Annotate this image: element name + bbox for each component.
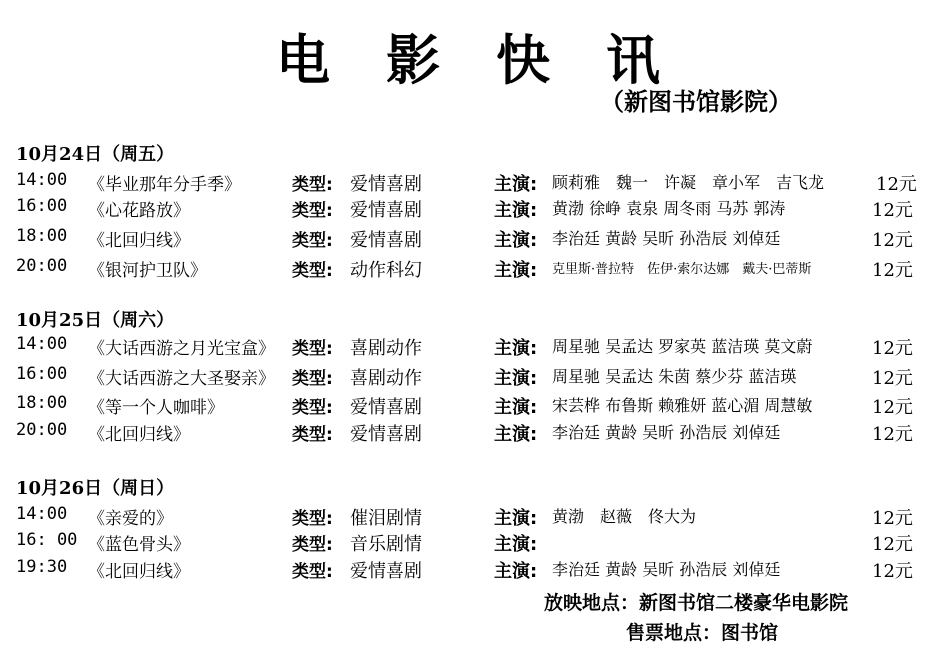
day-header: 10月25日（周六） bbox=[16, 310, 175, 331]
ticket-price: 12元 bbox=[872, 424, 913, 445]
movie-cast: 周星驰 吴孟达 朱茵 蔡少芬 蓝洁瑛 bbox=[552, 367, 797, 386]
cast-label: 主演: bbox=[494, 230, 538, 251]
ticket-price: 12元 bbox=[872, 561, 913, 582]
cast-label: 主演: bbox=[494, 368, 538, 389]
ticket-note: 售票地点：图书馆 bbox=[626, 622, 779, 644]
show-time: 16:00 bbox=[16, 364, 68, 384]
schedule-row bbox=[0, 196, 952, 226]
ticket-price: 12元 bbox=[872, 338, 913, 359]
schedule-row bbox=[0, 226, 952, 256]
ticket-price: 12元 bbox=[872, 508, 913, 529]
show-time: 16:00 bbox=[16, 196, 68, 216]
movie-genre: 喜剧动作 bbox=[350, 338, 422, 359]
cast-label: 主演: bbox=[494, 561, 538, 582]
type-label: 类型: bbox=[292, 509, 333, 529]
movie-cast: 克里斯·普拉特 佐伊·索尔达娜 戴夫·巴蒂斯 bbox=[552, 262, 812, 277]
ticket-price: 12元 bbox=[876, 174, 917, 195]
show-time: 20:00 bbox=[16, 256, 68, 276]
cast-label: 主演: bbox=[494, 174, 538, 195]
schedule-row bbox=[0, 334, 952, 364]
schedule-row bbox=[0, 256, 952, 286]
movie-title: 《北回归线》 bbox=[88, 231, 190, 251]
cast-label: 主演: bbox=[494, 260, 538, 281]
cast-label: 主演: bbox=[494, 508, 538, 529]
movie-title: 《心花路放》 bbox=[88, 201, 190, 221]
show-time: 14:00 bbox=[16, 334, 68, 354]
ticket-price: 12元 bbox=[872, 397, 913, 418]
movie-title: 《蓝色骨头》 bbox=[88, 535, 190, 555]
movie-cast: 李治廷 黄龄 吴昕 孙浩辰 刘倬廷 bbox=[552, 229, 781, 248]
ticket-price: 12元 bbox=[872, 230, 913, 251]
movie-cast: 李治廷 黄龄 吴昕 孙浩辰 刘倬廷 bbox=[552, 423, 781, 442]
page-subtitle: （新图书馆影院） bbox=[600, 88, 792, 116]
movie-cast: 宋芸桦 布鲁斯 赖雅妍 蓝心湄 周慧敏 bbox=[552, 396, 813, 415]
movie-genre: 爱情喜剧 bbox=[350, 230, 422, 251]
movie-cast: 周星驰 吴孟达 罗家英 蓝洁瑛 莫文蔚 bbox=[552, 337, 813, 356]
movie-genre: 喜剧动作 bbox=[350, 368, 422, 389]
page-title: 电影快讯 bbox=[276, 29, 716, 92]
movie-genre: 音乐剧情 bbox=[350, 534, 422, 555]
movie-title: 《亲爱的》 bbox=[88, 509, 173, 529]
show-time: 14:00 bbox=[16, 504, 68, 524]
schedule-row bbox=[0, 393, 952, 423]
ticket-price: 12元 bbox=[872, 260, 913, 281]
movie-cast: 李治廷 黄龄 吴昕 孙浩辰 刘倬廷 bbox=[552, 560, 781, 579]
type-label: 类型: bbox=[292, 369, 333, 389]
type-label: 类型: bbox=[292, 261, 333, 281]
movie-cast: 黄渤 赵薇 佟大为 bbox=[552, 507, 697, 526]
show-time: 18:00 bbox=[16, 393, 68, 413]
show-time: 14:00 bbox=[16, 170, 68, 190]
movie-title: 《等一个人咖啡》 bbox=[88, 398, 224, 418]
schedule-row bbox=[0, 364, 952, 394]
movie-genre: 爱情喜剧 bbox=[350, 200, 422, 221]
day-header: 10月26日（周日） bbox=[16, 478, 175, 499]
type-label: 类型: bbox=[292, 175, 333, 195]
movie-genre: 爱情喜剧 bbox=[350, 424, 422, 445]
type-label: 类型: bbox=[292, 339, 333, 359]
movie-genre: 爱情喜剧 bbox=[350, 561, 422, 582]
movie-cast: 顾莉雅 魏一 许凝 章小军 吉飞龙 bbox=[552, 173, 825, 192]
show-time: 16: 00 bbox=[16, 530, 78, 550]
movie-genre: 催泪剧情 bbox=[350, 508, 422, 529]
movie-genre: 爱情喜剧 bbox=[350, 174, 422, 195]
movie-title: 《大话西游之月光宝盒》 bbox=[88, 339, 275, 359]
cast-label: 主演: bbox=[494, 424, 538, 445]
movie-genre: 动作科幻 bbox=[350, 260, 422, 281]
schedule-row bbox=[0, 420, 952, 450]
type-label: 类型: bbox=[292, 535, 333, 555]
type-label: 类型: bbox=[292, 201, 333, 221]
type-label: 类型: bbox=[292, 231, 333, 251]
type-label: 类型: bbox=[292, 425, 333, 445]
ticket-price: 12元 bbox=[872, 534, 913, 555]
ticket-price: 12元 bbox=[872, 368, 913, 389]
movie-title: 《北回归线》 bbox=[88, 562, 190, 582]
type-label: 类型: bbox=[292, 398, 333, 418]
show-time: 20:00 bbox=[16, 420, 68, 440]
cast-label: 主演: bbox=[494, 338, 538, 359]
movie-title: 《毕业那年分手季》 bbox=[88, 175, 241, 195]
day-header: 10月24日（周五） bbox=[16, 144, 175, 165]
venue-note: 放映地点：新图书馆二楼豪华电影院 bbox=[544, 592, 849, 614]
movie-title: 《北回归线》 bbox=[88, 425, 190, 445]
movie-title: 《大话西游之大圣娶亲》 bbox=[88, 369, 275, 389]
cast-label: 主演: bbox=[494, 200, 538, 221]
movie-cast: 黄渤 徐峥 袁泉 周冬雨 马苏 郭涛 bbox=[552, 199, 786, 218]
cast-label: 主演: bbox=[494, 534, 538, 555]
schedule-row bbox=[0, 530, 952, 560]
ticket-price: 12元 bbox=[872, 200, 913, 221]
show-time: 18:00 bbox=[16, 226, 68, 246]
cast-label: 主演: bbox=[494, 397, 538, 418]
movie-title: 《银河护卫队》 bbox=[88, 261, 207, 281]
type-label: 类型: bbox=[292, 562, 333, 582]
movie-genre: 爱情喜剧 bbox=[350, 397, 422, 418]
schedule-row bbox=[0, 557, 952, 587]
show-time: 19:30 bbox=[16, 557, 68, 577]
